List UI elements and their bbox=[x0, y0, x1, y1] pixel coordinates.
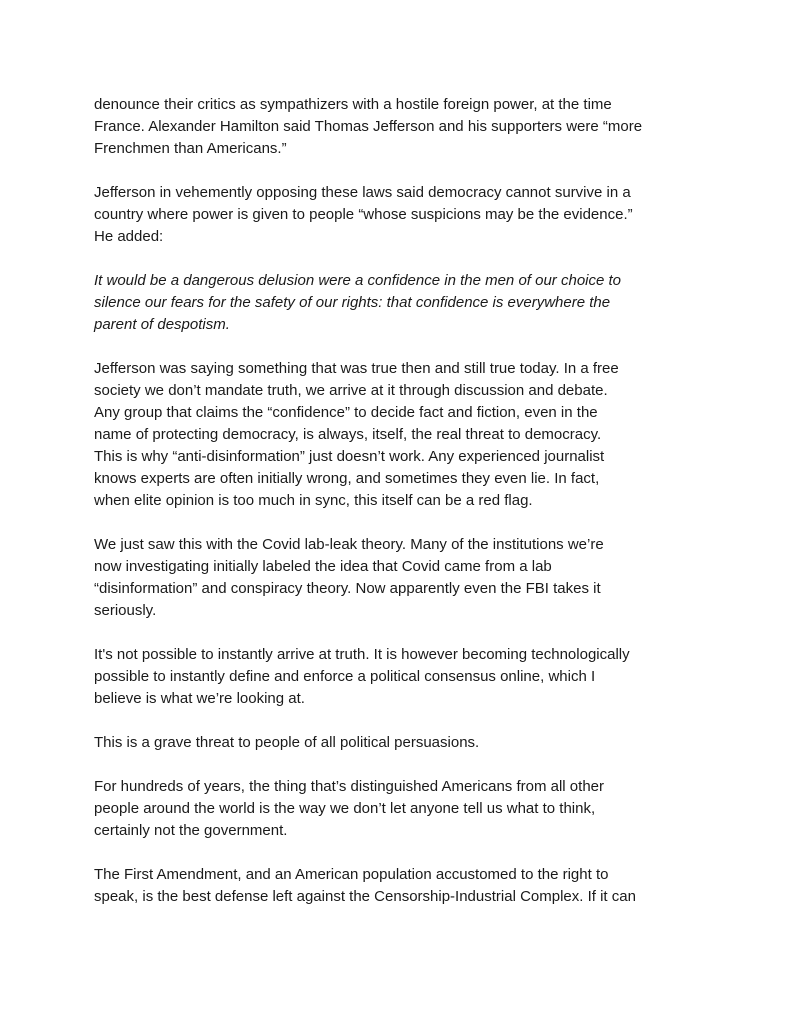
text-line: possible to instantly define and enforce a political consensus online, which I bbox=[94, 668, 596, 685]
text-line: silence our fears for the safety of our rights: that confidence is everywhere the bbox=[94, 294, 611, 311]
text-line: knows experts are often initially wrong, and sometimes they even lie. In fact, bbox=[94, 470, 600, 487]
text-line: Frenchmen than Americans.” bbox=[94, 140, 287, 157]
text-line: The First Amendment, and an American population accustomed to the right to bbox=[94, 866, 609, 883]
text-line: speak, is the best defense left against the Censorship-Industrial Complex. If it can bbox=[94, 888, 636, 905]
text-line: It would be a dangerous delusion were a confidence in the men of our choice to bbox=[94, 272, 622, 289]
paragraph bbox=[94, 94, 714, 160]
text-line: This is why “anti-disinformation” just doesn’t work. Any experienced journalist bbox=[94, 448, 605, 465]
block-quote bbox=[94, 270, 714, 336]
paragraph bbox=[94, 182, 714, 248]
text-line: He added: bbox=[94, 228, 164, 245]
text-line: when elite opinion is too much in sync, this itself can be a red flag. bbox=[94, 492, 533, 509]
text-line: name of protecting democracy, is always, itself, the real threat to democracy. bbox=[94, 426, 602, 443]
text-line: seriously. bbox=[94, 602, 157, 619]
document-body bbox=[94, 94, 714, 930]
text-line: It's not possible to instantly arrive at truth. It is however becoming technologically bbox=[94, 646, 630, 663]
text-line: now investigating initially labeled the idea that Covid came from a lab bbox=[94, 558, 552, 575]
text-line: society we don’t mandate truth, we arrive at it through discussion and debate. bbox=[94, 382, 608, 399]
text-line: For hundreds of years, the thing that’s distinguished Americans from all other bbox=[94, 778, 604, 795]
text-line: parent of despotism. bbox=[94, 316, 230, 333]
paragraph bbox=[94, 864, 714, 908]
text-line: certainly not the government. bbox=[94, 822, 288, 839]
text-line: Jefferson was saying something that was true then and still true today. In a free bbox=[94, 360, 619, 377]
text-line: France. Alexander Hamilton said Thomas Jefferson and his supporters were “more bbox=[94, 118, 643, 135]
paragraph bbox=[94, 358, 714, 512]
text-line: Any group that claims the “confidence” to decide fact and fiction, even in the bbox=[94, 404, 598, 421]
text-line: believe is what we’re looking at. bbox=[94, 690, 305, 707]
paragraph bbox=[94, 776, 714, 842]
text-line: Jefferson in vehemently opposing these laws said democracy cannot survive in a bbox=[94, 184, 631, 201]
text-line: country where power is given to people “whose suspicions may be the evidence.” bbox=[94, 206, 633, 223]
paragraph bbox=[94, 732, 714, 754]
text-line: We just saw this with the Covid lab-leak theory. Many of the institutions we’re bbox=[94, 536, 604, 553]
text-line: denounce their critics as sympathizers with a hostile foreign power, at the time bbox=[94, 96, 612, 113]
paragraph bbox=[94, 644, 714, 710]
text-line: This is a grave threat to people of all political persuasions. bbox=[94, 734, 480, 751]
text-line: people around the world is the way we don’t let anyone tell us what to think, bbox=[94, 800, 596, 817]
text-line: “disinformation” and conspiracy theory. Now apparently even the FBI takes it bbox=[94, 580, 601, 597]
paragraph bbox=[94, 534, 714, 622]
